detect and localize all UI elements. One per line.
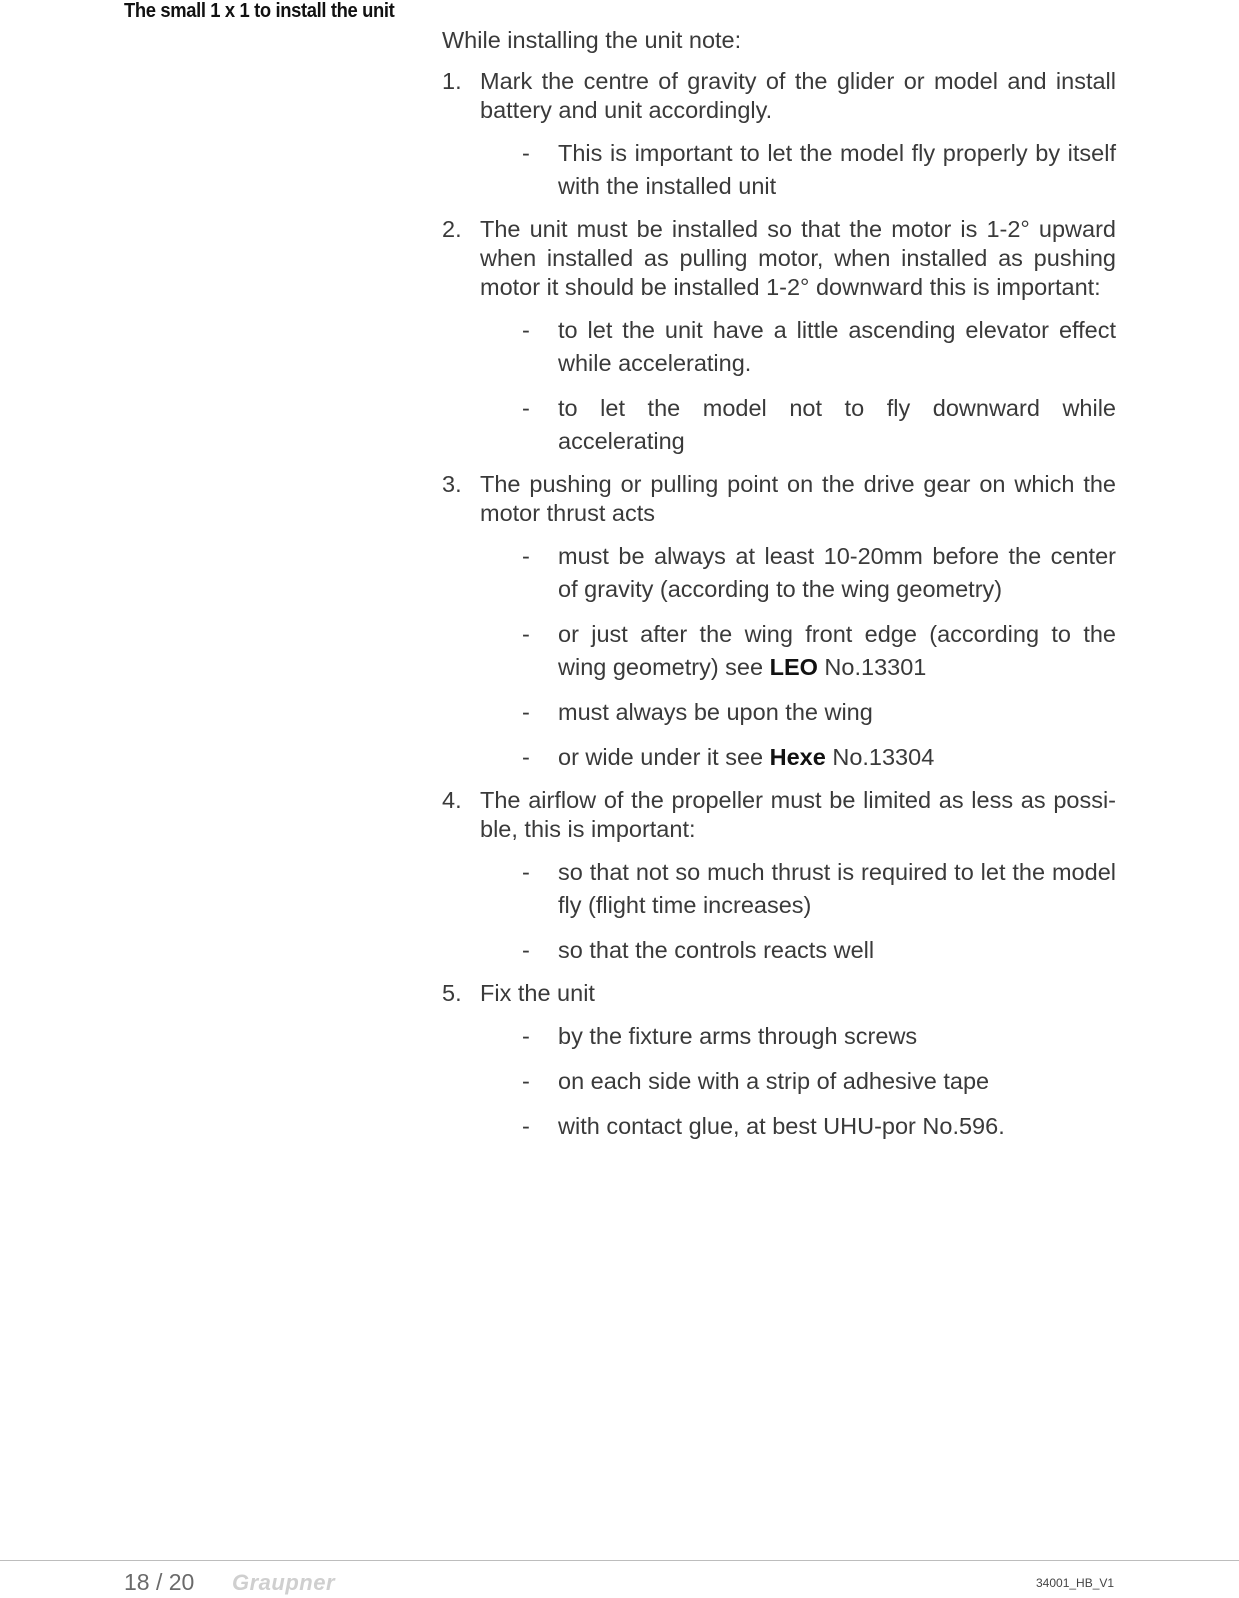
sub-item-text: to let the unit have a little ascending elevator effect while accelerating.	[558, 317, 1116, 376]
list-item	[442, 215, 1116, 458]
sub-item	[480, 137, 1116, 203]
dash-bullet: -	[522, 1113, 530, 1139]
dash-bullet: -	[522, 744, 530, 770]
brand-logo: Graupner	[232, 1570, 336, 1595]
list-item	[442, 470, 1116, 774]
sub-item	[480, 618, 1116, 684]
dash-bullet: -	[522, 140, 530, 166]
dash-bullet: -	[522, 699, 530, 725]
footer-divider	[0, 1560, 1239, 1561]
dash-bullet: -	[522, 937, 530, 963]
sub-item-text-prefix: or just after the wing front edge (according to the wing geometry) see	[558, 621, 1116, 680]
sub-item-text: This is important to let the model fly properly by itself with the installed unit	[558, 140, 1116, 199]
sub-item-text: on each side with a strip of adhesive tape	[558, 1068, 990, 1094]
section-heading: The small 1 x 1 to install the unit	[124, 0, 395, 22]
intro-text: While installing the unit note:	[442, 27, 742, 53]
item-text: The pushing or pulling point on the drive gear on which the motor thrust acts	[480, 471, 1116, 526]
dash-bullet: -	[522, 859, 530, 885]
sub-item-text: must be always at least 10-20mm before the center of gravity (according to the wing geometry)	[558, 543, 1116, 602]
sub-item	[480, 934, 1116, 967]
sub-item	[480, 1065, 1116, 1098]
sub-item	[480, 696, 1116, 729]
sub-item-text: so that not so much thrust is required to let the model fly (flight time increases)	[558, 859, 1116, 918]
dash-bullet: -	[522, 1068, 530, 1094]
list-item	[442, 979, 1116, 1143]
sub-item	[480, 856, 1116, 922]
instructions-body	[442, 26, 1116, 1155]
sub-item-text-prefix: or wide under it see	[558, 744, 770, 770]
dash-bullet: -	[522, 543, 530, 569]
dash-bullet: -	[522, 1023, 530, 1049]
item-number: 3.	[442, 471, 462, 497]
item-number: 4.	[442, 787, 462, 813]
product-name-hexe: Hexe	[769, 744, 826, 770]
sub-item-text-suffix: No.13301	[817, 654, 927, 680]
item-text: The unit must be installed so that the motor is 1-2° upward when installed as pulling motor, when installed as pushing motor it should be installed 1-2° downward this is important:	[480, 216, 1116, 300]
sub-item-text: to let the model not to fly downward while accelerating	[558, 395, 1116, 454]
sub-item	[480, 540, 1116, 606]
sub-item-text: with contact glue, at best UHU-por No.596.	[558, 1113, 1005, 1139]
item-number: 2.	[442, 216, 462, 242]
sub-item	[480, 741, 1116, 774]
item-number: 5.	[442, 980, 462, 1006]
sub-item-text: must always be upon the wing	[558, 699, 873, 725]
dash-bullet: -	[522, 395, 530, 421]
sub-item	[480, 1110, 1116, 1143]
dash-bullet: -	[522, 621, 530, 647]
sub-item-text-suffix: No.13304	[825, 744, 935, 770]
page-number: 18 / 20	[124, 1569, 195, 1595]
product-name-leo: LEO	[769, 654, 818, 680]
item-number: 1.	[442, 68, 462, 94]
sub-item	[480, 314, 1116, 380]
list-item	[442, 786, 1116, 967]
sub-item-text: by the fixture arms through screws	[558, 1023, 918, 1049]
sub-item-text: so that the controls reacts well	[558, 937, 875, 963]
sub-item	[480, 1020, 1116, 1053]
dash-bullet: -	[522, 317, 530, 343]
item-text: The airflow of the propeller must be limited as less as possi-ble, this is important:	[480, 787, 1116, 842]
document-code: 34001_HB_V1	[1036, 1576, 1115, 1590]
item-text: Fix the unit	[480, 980, 595, 1006]
sub-item	[480, 392, 1116, 458]
item-text: Mark the centre of gravity of the glider or model and install battery and unit accordingly.	[480, 68, 1116, 123]
list-item	[442, 67, 1116, 203]
